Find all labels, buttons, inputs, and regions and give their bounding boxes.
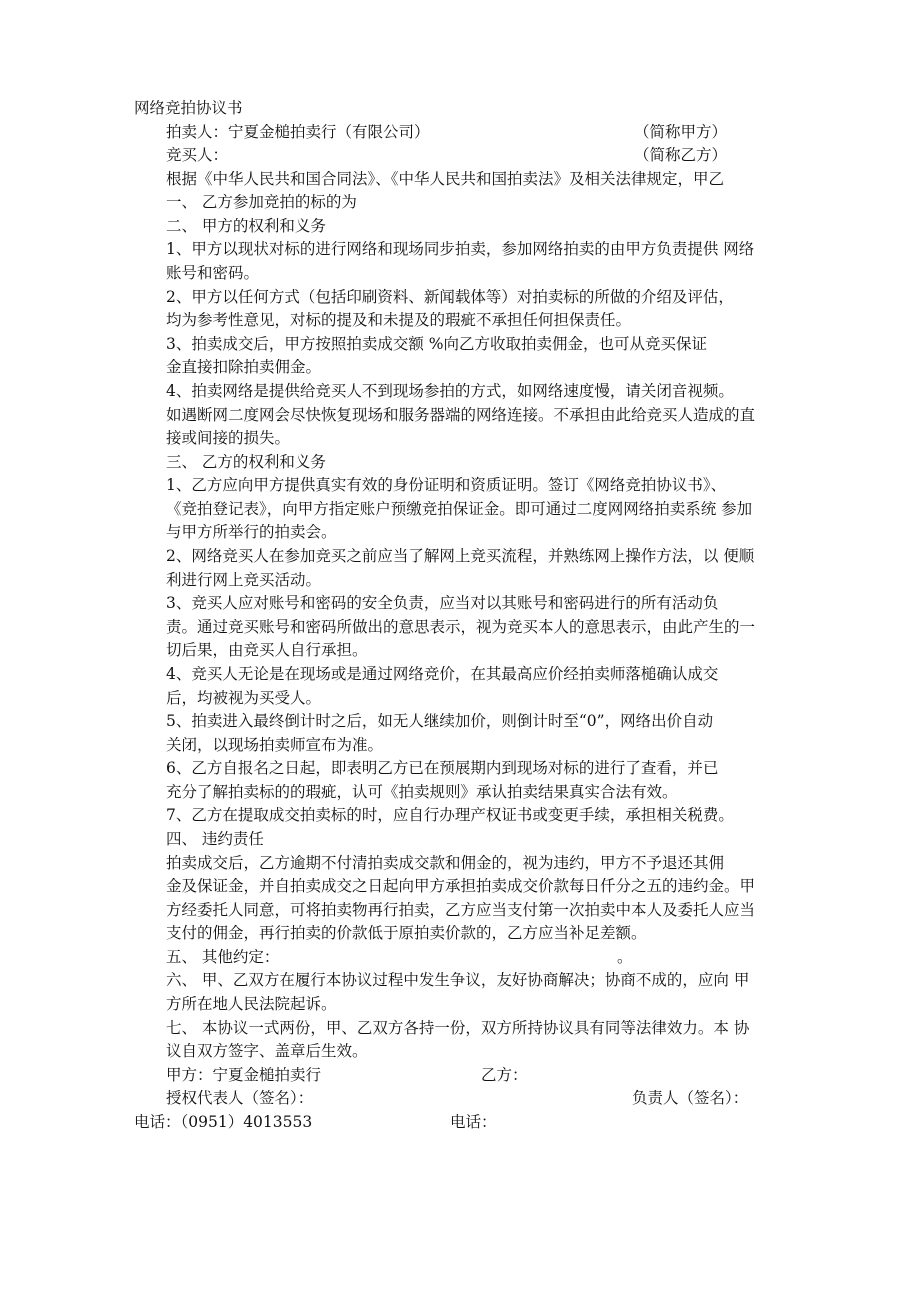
text-line bbox=[0, 804, 920, 826]
clause-text: 接或间接的损失。 bbox=[166, 429, 291, 448]
preamble: 根据《中华人民共和国合同法》、《中华人民共和国拍卖法》及相关法律规定，甲乙 bbox=[166, 169, 725, 188]
clause-text: 利进行网上竞买活动。 bbox=[166, 570, 322, 589]
title-text: 网络竞拍协议书 bbox=[134, 99, 243, 117]
text-line bbox=[0, 710, 920, 732]
party-a-label: 甲方：宁夏金槌拍卖行 bbox=[166, 1065, 322, 1084]
party-b-label: 乙方： bbox=[481, 1065, 528, 1084]
party-b-phone: 电话： bbox=[450, 1112, 497, 1131]
text-line bbox=[0, 498, 920, 520]
text-line bbox=[0, 781, 920, 803]
text-line bbox=[0, 262, 920, 284]
text-line bbox=[0, 356, 920, 378]
text-line bbox=[0, 734, 920, 756]
text-line bbox=[0, 427, 920, 449]
section-heading bbox=[0, 828, 920, 850]
clause-text: 3、拍卖成交后，甲方按照拍卖成交额 %向乙方收取拍卖佣金，也可从竞买保证 bbox=[166, 334, 708, 353]
clause-text: 关闭，以现场拍卖师宣布为准。 bbox=[166, 735, 384, 754]
buyer-abbrev: （简称乙方） bbox=[634, 146, 728, 165]
clause-text: 方经委托人同意，可将拍卖物再行拍卖，乙方应当支付第一次拍卖中本人及委托人应当 bbox=[166, 900, 756, 919]
section-4-heading: 四、 违约责任 bbox=[166, 829, 264, 848]
clause-text: 拍卖成交后，乙方逾期不付清拍卖成交款和佣金的，视为违约，甲方不予退还其佣 bbox=[166, 853, 725, 872]
section-heading bbox=[0, 969, 920, 991]
text-line bbox=[0, 993, 920, 1015]
text-line bbox=[0, 852, 920, 874]
text-line bbox=[0, 922, 920, 944]
clause-text: 方所在地人民法院起诉。 bbox=[166, 995, 337, 1014]
clause-text: 2、甲方以任何方式（包括印刷资料、新闻载体等）对拍卖标的所做的介绍及评估， bbox=[166, 287, 734, 306]
text-line bbox=[0, 168, 920, 190]
section-7-text: 七、 本协议一式两份，甲、乙双方各持一份，双方所持协议具有同等法律效力。本 协 bbox=[166, 1018, 750, 1037]
clause-text: 账号和密码。 bbox=[166, 264, 260, 283]
party-a-signature: 授权代表人（签名）： bbox=[166, 1089, 314, 1108]
clause-text: 2、网络竞买人在参加竞买之前应当了解网上竞买流程，并熟练网上操作方法，以 便顺 bbox=[166, 547, 755, 566]
text-line bbox=[0, 333, 920, 355]
clause-text: 充分了解拍卖标的的瑕疵，认可《拍卖规则》承认拍卖结果真实合法有效。 bbox=[166, 782, 678, 801]
document-title bbox=[0, 97, 920, 119]
section-2-heading: 二、 甲方的权利和义务 bbox=[166, 216, 326, 235]
clause-text: 1、乙方应向甲方提供真实有效的身份证明和资质证明。签订《网络竞拍协议书》、 bbox=[166, 476, 727, 495]
text-line bbox=[0, 238, 920, 260]
section-heading bbox=[0, 191, 920, 213]
buyer-line bbox=[0, 144, 920, 166]
clause-text: 3、竞买人应对账号和密码的安全负责，应当对以其账号和密码进行的所有活动负 bbox=[166, 594, 719, 613]
clause-text: 《竞拍登记表》，向甲方指定账户预缴竞拍保证金。即可通过二度网网络拍卖系统 参加 bbox=[166, 499, 753, 518]
text-line bbox=[0, 1040, 920, 1062]
clause-text: 5、拍卖进入最终倒计时之后，如无人继续加价，则倒计时至“0”，网络出价自动 bbox=[166, 712, 714, 731]
text-line bbox=[0, 875, 920, 897]
text-line bbox=[0, 616, 920, 638]
other-terms-end: 。 bbox=[617, 947, 633, 966]
clause-text: 责。通过竞买账号和密码所做出的意思表示，视为竞买本人的意思表示，由此产生的一 bbox=[166, 617, 756, 636]
text-line bbox=[0, 592, 920, 614]
text-line bbox=[0, 663, 920, 685]
phone-line bbox=[0, 1111, 920, 1133]
clause-text: 4、拍卖网络是提供给竞买人不到现场参拍的方式，如网络速度慢，请关闭音视频。 bbox=[166, 381, 734, 400]
clause-text: 支付的佣金，再行拍卖的价款低于原拍卖价款的，乙方应当补足差额。 bbox=[166, 924, 647, 943]
seller-line bbox=[0, 121, 920, 143]
section-heading bbox=[0, 946, 920, 968]
section-6-text: 六、 甲、乙双方在履行本协议过程中发生争议，友好协商解决；协商不成的，应向 甲 bbox=[166, 971, 750, 990]
clause-text: 切后果，由竞买人自行承担。 bbox=[166, 641, 368, 660]
text-line bbox=[0, 899, 920, 921]
clause-text: 7、乙方在提取成交拍卖标的时，应自行办理产权证书或变更手续，承担相关税费。 bbox=[166, 806, 734, 825]
clause-text: 6、乙方自报名之日起，即表明乙方已在预展期内到现场对标的进行了查看，并已 bbox=[166, 759, 719, 778]
clause-text: 均为参考性意见，对标的提及和未提及的瑕疵不承担任何担保责任。 bbox=[166, 311, 632, 330]
clause-text: 与甲方所举行的拍卖会。 bbox=[166, 523, 337, 542]
text-line bbox=[0, 474, 920, 496]
clause-text: 4、竞买人无论是在现场或是通过网络竞价，在其最高应价经拍卖师落槌确认成交 bbox=[166, 664, 719, 683]
clause-text: 金及保证金，并自拍卖成交之日起向甲方承担拍卖成交价款每日仟分之五的违约金。甲 bbox=[166, 877, 756, 896]
seller-abbrev: （简称甲方） bbox=[634, 122, 728, 141]
clause-text: 金直接扣除拍卖佣金。 bbox=[166, 358, 322, 377]
clause-text: 1、甲方以现状对标的进行网络和现场同步拍卖，参加网络拍卖的由甲方负责提供 网络 bbox=[166, 240, 755, 259]
buyer-label: 竞买人： bbox=[166, 146, 229, 165]
party-b-signature: 负责人（签名）： bbox=[632, 1089, 749, 1108]
signature-line bbox=[0, 1087, 920, 1109]
party-a-phone: 电话：（0951）4013553 bbox=[134, 1112, 313, 1131]
section-heading bbox=[0, 451, 920, 473]
section-heading bbox=[0, 215, 920, 237]
text-line bbox=[0, 380, 920, 402]
section-5-heading: 五、 其他约定： bbox=[166, 947, 280, 966]
seller-label: 拍卖人：宁夏金槌拍卖行（有限公司） bbox=[166, 122, 430, 141]
text-line bbox=[0, 545, 920, 567]
text-line bbox=[0, 569, 920, 591]
clause-text: 后，均被视为买受人。 bbox=[166, 688, 322, 707]
section-1-heading: 一、 乙方参加竞拍的标的为 bbox=[166, 193, 357, 212]
section-heading bbox=[0, 1017, 920, 1039]
party-line bbox=[0, 1064, 920, 1086]
text-line bbox=[0, 521, 920, 543]
text-line bbox=[0, 639, 920, 661]
text-line bbox=[0, 286, 920, 308]
text-line bbox=[0, 757, 920, 779]
clause-text: 如遇断网二度网会尽快恢复现场和服务器端的网络连接。不承担由此给竞买人造成的直 bbox=[166, 405, 756, 424]
section-3-heading: 三、 乙方的权利和义务 bbox=[166, 452, 326, 471]
text-line bbox=[0, 404, 920, 426]
text-line bbox=[0, 309, 920, 331]
clause-text: 议自双方签字、盖章后生效。 bbox=[166, 1042, 368, 1061]
text-line bbox=[0, 687, 920, 709]
